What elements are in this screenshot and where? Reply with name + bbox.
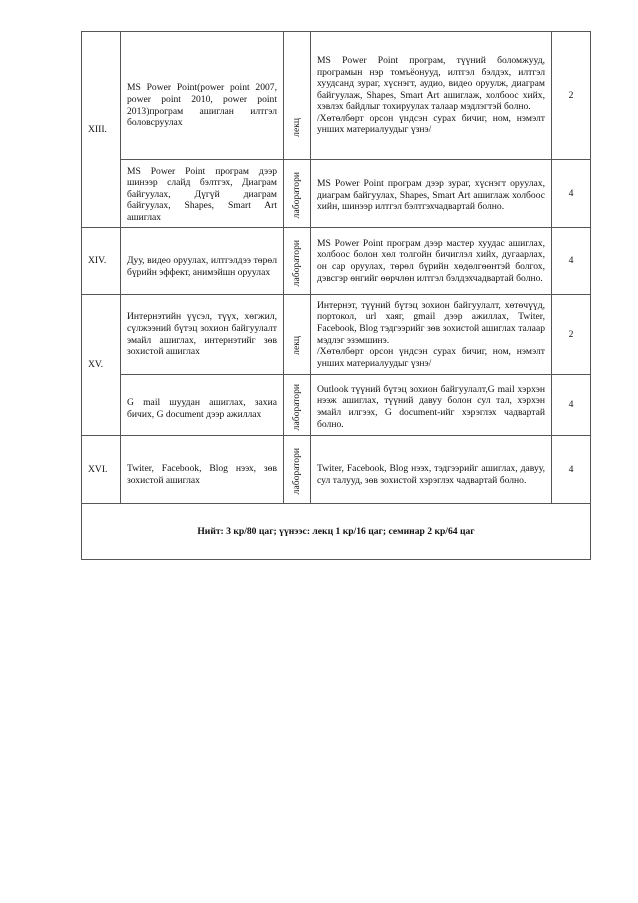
description-cell xyxy=(311,436,552,504)
topic-cell: MS Power Point(power point 2007, power point 2010, power point 2013)програм ашиглан илтгэл боловсруулах xyxy=(121,32,284,160)
description-text: MS Power Point програм дээр мастер хуудас ашиглах, холбоос болон хөл толгойн бичиглэл хийх, дугаарлах, он сар оруулах, төрөл бүрийн хөдөлгөөнтэй болгох, дэвсгэр өнгийг өөрчлөн илтгэл бэлдэхчадвартай болно. xyxy=(317,237,545,284)
lesson-type-label: лекц xyxy=(291,118,303,137)
lesson-type-label: лаборатори xyxy=(291,172,303,219)
lesson-type-cell xyxy=(284,160,311,228)
hours-cell: 4 xyxy=(552,375,591,436)
lesson-type-cell xyxy=(284,375,311,436)
week-number: XIII. xyxy=(82,32,121,228)
table-row xyxy=(82,436,591,504)
table-row xyxy=(82,295,591,375)
lesson-type-cell xyxy=(284,436,311,504)
lesson-type-cell xyxy=(284,228,311,295)
total-summary: Нийт: 3 кр/80 цаг; үүнээс: лекц 1 кр/16 цаг; семинар 2 кр/64 цаг xyxy=(82,504,591,560)
topic-cell: G mail шуудан ашиглах, захиа бичих, G document дээр ажиллах xyxy=(121,375,284,436)
description-cell xyxy=(311,375,552,436)
description-cell xyxy=(311,228,552,295)
table-row xyxy=(82,228,591,295)
table-row xyxy=(82,375,591,436)
description-text: Twiter, Facebook, Blog нээх, тэдгээрийг ашиглах, давуу, сул талууд, зөв зохистой хэрэглэх чадвартай болно. xyxy=(317,462,545,486)
description-text: Outlook түүний бүтэц зохион байгуулалт,G mail хэрхэн нээж ашиглах, түүний давуу болон сул тал, хэрхэн эмайл илгээх, G document-ийг хэрэглэх чадвартай болно. xyxy=(317,383,545,430)
description-note: /Хөтөлбөрт орсон үндсэн сурах бичиг, ном, нэмэлт унших материалуудыг үзнэ/ xyxy=(317,346,545,369)
lesson-type-cell xyxy=(284,32,311,160)
description-cell xyxy=(311,32,552,160)
lesson-type-label: лаборатори xyxy=(291,383,303,431)
description-cell xyxy=(311,160,552,228)
description-text: MS Power Point програм дээр зураг, хүснэгт оруулах, диаграм байгуулах, Shapes, Smart Art ашиглаж холбоос хийн, шинээр илтгэл бэлтгэхчадвартай болно. xyxy=(317,178,545,213)
hours-cell: 2 xyxy=(552,32,591,160)
topic-cell: Twiter, Facebook, Blog нээх, зөв зохистой ашиглах xyxy=(121,436,284,504)
table-row xyxy=(82,32,591,160)
description-text: MS Power Point програм, түүний боломжууд, програмын нэр томъёонууд, илтгэл бэлдэх, илтгэл хуудсанд зураг, хүснэгт, аудио, видео оруулж, диаграм байгуулаж, Shapes, Smart Art ашиглаж, холбоос хийх, хэвлэх байдлыг тохируулах талаар мэдлэгтэй болно. xyxy=(317,54,545,113)
lesson-type-label: лаборатори xyxy=(291,239,303,287)
week-number: XVI. xyxy=(82,436,121,504)
lesson-type-label: лаборатори xyxy=(291,448,303,495)
description-note: /Хөтөлбөрт орсон үндсэн сурах бичиг, ном, нэмэлт унших материалуудыг үзнэ/ xyxy=(317,112,545,136)
description-text: Интернэт, түүний бүтэц зохион байгуулалт, хөтөчүүд, портокол, url хаяг, gmail дээр ажиллах, Twiter, Facebook, Blog тэдгээрийг зөв зохистой ашиглах талаар мэдлэг эзэмшинэ. xyxy=(317,299,545,346)
description-cell xyxy=(311,295,552,375)
lesson-type-label: лекц xyxy=(291,336,303,355)
topic-cell: MS Power Point програм дээр шинээр слайд бэлтгэх, Диаграм байгуулах, Дүгүй диаграм байгуулах, Shapes, Smart Art ашиглах xyxy=(121,160,284,228)
lesson-type-cell xyxy=(284,295,311,375)
hours-cell: 4 xyxy=(552,160,591,228)
topic-cell: Дуу, видео оруулах, илтгэлдээ төрөл бүрийн эффект, анимэйшн оруулах xyxy=(121,228,284,295)
week-number: XV. xyxy=(82,295,121,436)
week-number: XIV. xyxy=(82,228,121,295)
hours-cell: 4 xyxy=(552,228,591,295)
curriculum-table xyxy=(81,31,591,560)
topic-cell: Интернэтийн үүсэл, түүх, хөгжил, сүлжээний бүтэц зохион байгуулалт эмайл ашиглах, интернэтийг зөв зохистой ашиглах xyxy=(121,295,284,375)
total-row xyxy=(82,504,591,560)
hours-cell: 4 xyxy=(552,436,591,504)
table-row xyxy=(82,160,591,228)
hours-cell: 2 xyxy=(552,295,591,375)
